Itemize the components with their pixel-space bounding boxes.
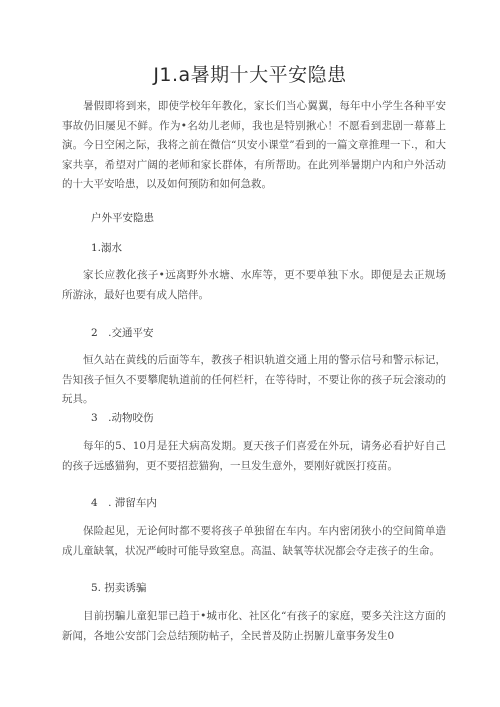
intro-paragraph: 暑假即将到来，即使学校年年教化，家长们当心翼翼，每年中小学生各种平安事故仍旧屡见不鲜。作为•名幼儿老师，我也是特别揪心！不愿看到悲剧一幕幕上演。今日空闲之际，我将之前在微信“贝安小课堂”看到的一篇文章推理一下.，和大家共享，希望对广阔的老师和家长群体，有所帮助。在此列举暑期户内和户外活动的十大平安哈患，以及如何预防和如何急救。 xyxy=(62,100,446,190)
item-heading-animal-bite: 3 .动物咬伤 xyxy=(91,412,154,424)
item-heading-traffic: 2 .交通平安 xyxy=(91,327,154,339)
item-body-traffic: 恒久站在黄线的后面等车，教孩子相识轨道交通上用的警示信号和警示标记，告知孩子恒久不要攀爬轨道前的任何栏杆，在等待时，不要让你的孩子玩会滚动的玩具。 xyxy=(62,354,446,405)
document-title: J1.a暑期十大平安隐患 xyxy=(153,64,347,86)
item-body-animal-bite: 每年的5、10月是狂犬病高发期。夏天孩子们喜爱在外玩，请务必看护好自己的孩子远感猫狗，更不要招惹猫狗，一旦发生意外，要刚好就医打疫苗。 xyxy=(62,440,446,472)
item-heading-drowning: 1.溺水 xyxy=(91,242,123,254)
section-heading-outdoor: 户外平安隐患 xyxy=(91,212,154,224)
item-body-abduction: 目前拐騙儿童犯罪已趋于•城市化、社区化“有孩子的家庭，要多关注这方面的新闻，各地公安部门会总结预防帖子，全民普及防止拐腑儿童事务发生0 xyxy=(62,610,446,642)
item-heading-abduction: 5. 拐卖诱骗 xyxy=(91,582,147,594)
item-body-drowning: 家长应教化孩子•远离野外水塘、水库等，更不要单独下水。即便是去正规场所游泳，最好也要有成人陪伴。 xyxy=(62,269,446,301)
item-body-left-in-car: 保险起见，无论何时都不要将孩子单独留在车内。车内密闭狭小的空间简单造成儿童缺氧，状况严峻时可能导致窒息。高温、缺氧等状况都会夺走孩子的生命。 xyxy=(62,525,446,557)
item-heading-left-in-car: 4 . 滞留车内 xyxy=(91,497,157,509)
